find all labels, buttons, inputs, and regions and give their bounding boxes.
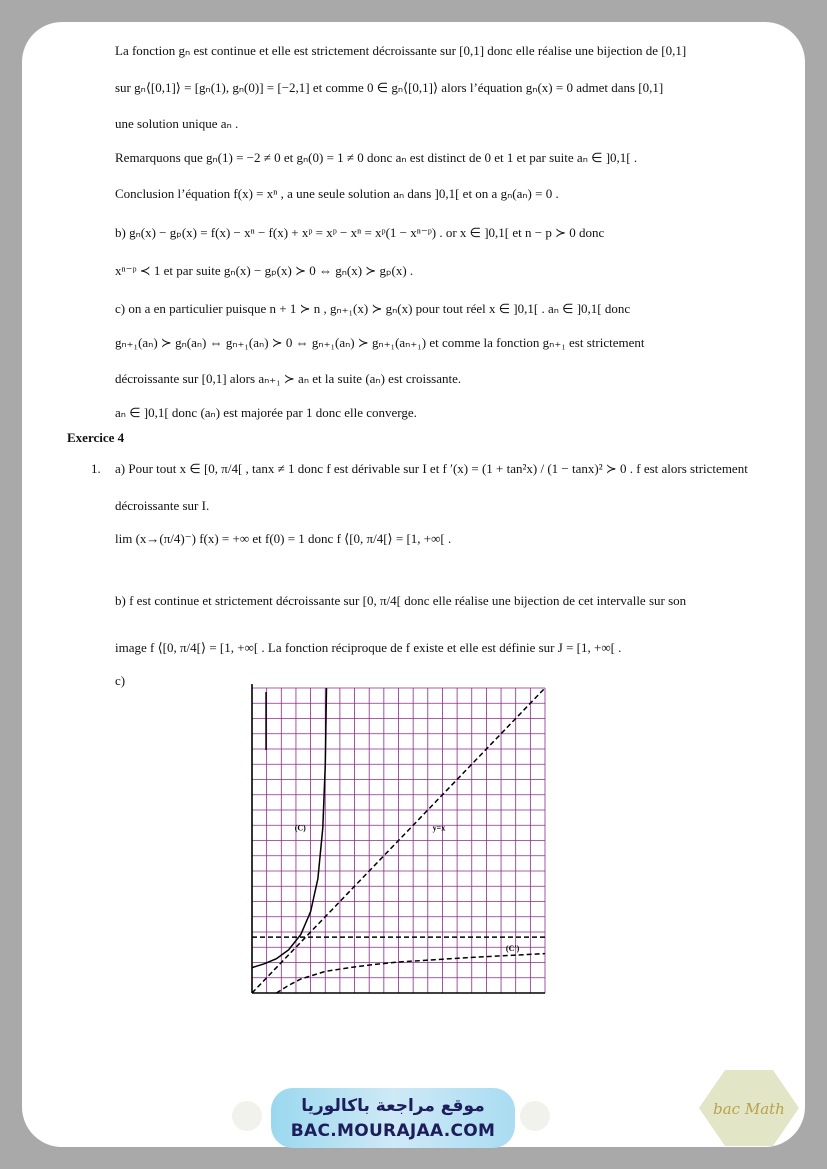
text-line-6: b) gₙ(x) − gₚ(x) = f(x) − xⁿ − f(x) + xᵖ = xᵖ − xⁿ = xᵖ(1 − xⁿ⁻ᵖ) . or x ∈ ]0,1[ et n − p ≻ 0 donc xyxy=(115,225,605,240)
text-line-1: La fonction gₙ est continue et elle est strictement décroissante sur [0,1] donc elle réalise une bijection de [0,1] xyxy=(115,43,687,58)
series--C- xyxy=(276,954,545,993)
text-line-15: b) f est continue et strictement décroissante sur [0, π/4[ donc elle réalise une bijection de cet intervalle sur son xyxy=(115,593,687,608)
text-line-7: xⁿ⁻ᵖ ≺ 1 et par suite gₙ(x) − gₚ(x) ≻ 0 ⇔ gₙ(x) ≻ gₚ(x) . xyxy=(115,263,414,278)
bac-math-logo xyxy=(697,1068,801,1148)
text-line-16: image f ⟨[0, π/4[⟩ = [1, +∞[ . La fonction réciproque de f existe et elle est définie sur J = [1, +∞[ . xyxy=(115,640,622,655)
text-line-2: sur gₙ⟨[0,1]⟩ = [gₙ(1), gₙ(0)] = [−2,1] et comme 0 ∈ gₙ⟨[0,1]⟩ alors l’équation gₙ(x) = 0 admet dans [0,1] xyxy=(115,80,664,95)
text-line-5: Conclusion l’équation f(x) = xⁿ , a une seule solution aₙ dans ]0,1[ et on a gₙ(aₙ) = 0 . xyxy=(115,186,559,201)
exercise-title: Exercice 4 xyxy=(67,430,125,445)
site-banner[interactable] xyxy=(271,1088,515,1148)
grid xyxy=(252,684,545,993)
site-url: BAC.MOURAJAA.COM xyxy=(290,1121,496,1141)
site-badge-right xyxy=(520,1101,550,1131)
text-line-14: lim (x→(π/4)⁻) f(x) = +∞ et f(0) = 1 donc f ⟨[0, π/4[⟩ = [1, +∞[ . xyxy=(115,531,452,546)
text-line-13: décroissante sur I. xyxy=(115,498,210,513)
text-line-8: c) on a en particulier puisque n + 1 ≻ n , gₙ₊₁(x) ≻ gₙ(x) pour tout réel x ∈ ]0,1[ . aₙ ∈ ]0,1[ donc xyxy=(115,301,631,316)
text-line-9: gₙ₊₁(aₙ) ≻ gₙ(aₙ) ⇔ gₙ₊₁(aₙ) ≻ 0 ⇔ gₙ₊₁(aₙ) ≻ gₙ₊₁(aₙ₊₁) et comme la fonction gₙ₊₁ est strictement xyxy=(115,335,645,350)
label-C: (C) xyxy=(294,823,306,833)
site-arabic-title: موقع مراجعة باكالوريا xyxy=(301,1096,485,1116)
text-line-11: aₙ ∈ ]0,1[ donc (aₙ) est majorée par 1 donc elle converge. xyxy=(115,405,417,420)
item-number: 1. xyxy=(91,461,101,476)
label-C-prime: (C') xyxy=(505,944,520,954)
text-line-3: une solution unique aₙ . xyxy=(115,116,239,131)
text-line-12: a) Pour tout x ∈ [0, π/4[ , tanx ≠ 1 donc f est dérivable sur I et f ′(x) = (1 + tan²x) / (1 − tanx)² ≻ 0 . f est alors strictement xyxy=(115,461,748,476)
graph-svg xyxy=(240,682,550,998)
label-y-equals-x: y=x xyxy=(432,823,446,833)
text-line-10: décroissante sur [0,1] alors aₙ₊₁ ≻ aₙ et la suite (aₙ) est croissante. xyxy=(115,371,462,386)
text-line-17: c) xyxy=(115,673,126,688)
series--C- xyxy=(252,688,327,968)
site-badge-left xyxy=(232,1101,262,1131)
svg-text:bac Math: bac Math xyxy=(713,1100,785,1118)
text-line-4: Remarquons que gₙ(1) = −2 ≠ 0 et gₙ(0) = 1 ≠ 0 donc aₙ est distinct de 0 et 1 et par suite aₙ ∈ ]0,1[ . xyxy=(115,150,638,165)
function-graph xyxy=(240,682,550,1003)
